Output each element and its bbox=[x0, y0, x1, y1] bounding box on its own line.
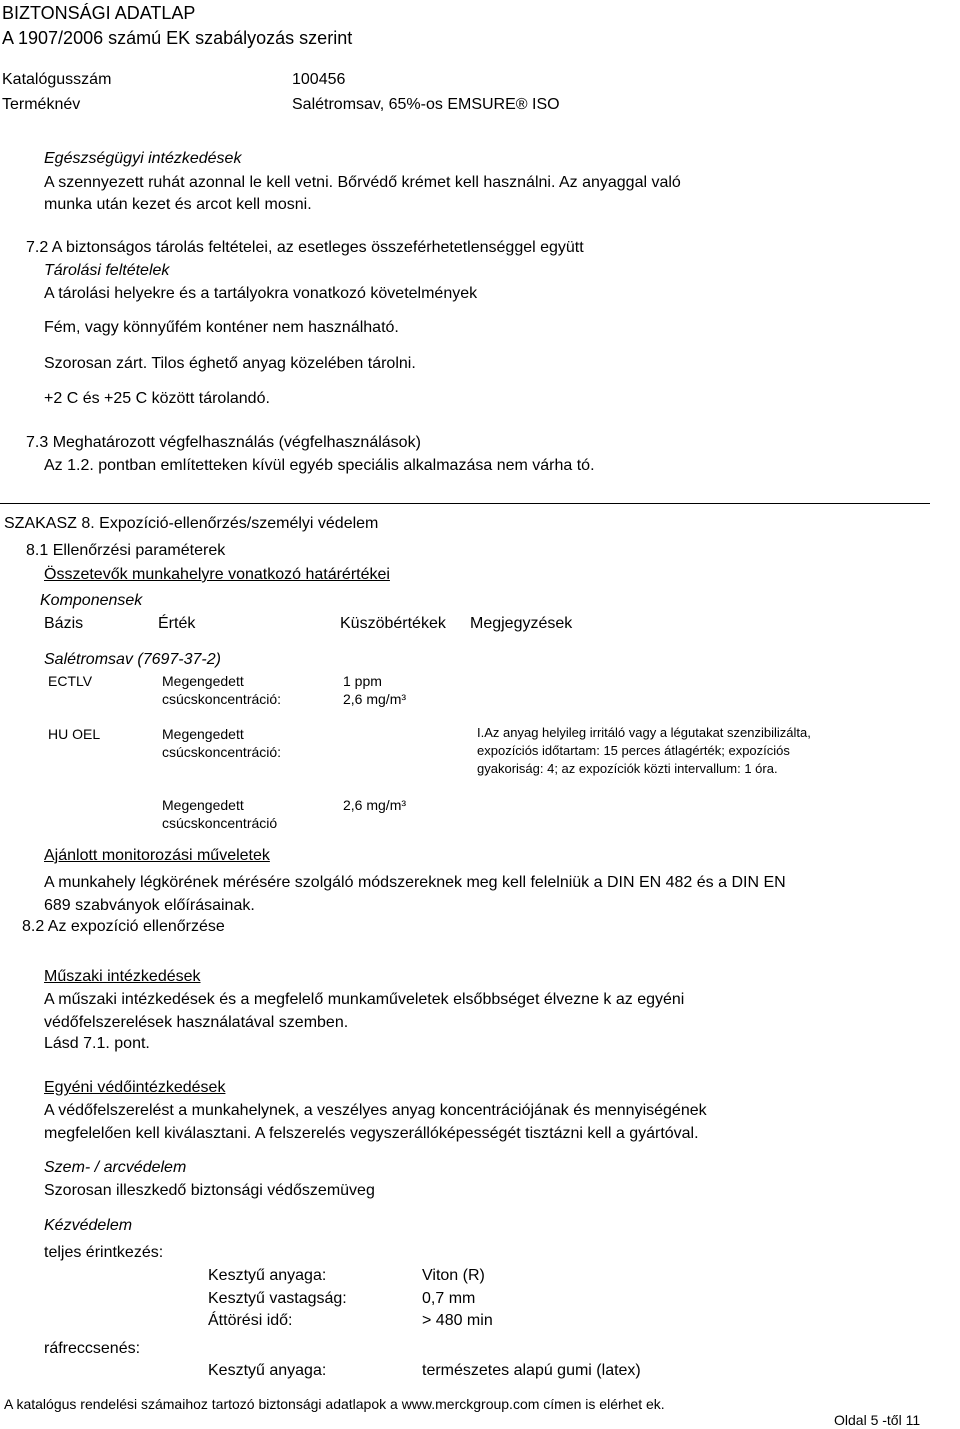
section-7-3-text: Az 1.2. pontban említetteken kívül egyéb speciális alkalmazása nem várha tó. bbox=[44, 457, 595, 474]
splash-label: ráfreccsenés: bbox=[44, 1340, 141, 1357]
section-8-title: SZAKASZ 8. Expozíció-ellenőrzés/személyi védelem bbox=[4, 515, 379, 532]
monitoring-line2: 689 szabványok előírásainak. bbox=[44, 897, 255, 914]
row-1-value-line2: csúcskoncentráció: bbox=[162, 691, 282, 707]
row-2-value-line2: csúcskoncentráció: bbox=[162, 744, 282, 760]
technical-measures-line2: védőfelszerelések használatával szemben. bbox=[44, 1014, 349, 1031]
row-2-basis: HU OEL bbox=[48, 726, 101, 742]
section-8-1-title: 8.1 Ellenőrzési paraméterek bbox=[26, 542, 226, 559]
storage-line-2: Szorosan zárt. Tilos éghető anyag közelében tárolni. bbox=[44, 355, 416, 372]
components-label: Komponensek bbox=[40, 592, 143, 609]
hygiene-text-line2: munka után kezet és arcot kell mosni. bbox=[44, 196, 312, 213]
full-contact-label: teljes érintkezés: bbox=[44, 1244, 164, 1261]
substance-name: Salétromsav (7697-37-2) bbox=[44, 651, 221, 668]
storage-line-1: Fém, vagy könnyűfém konténer nem használható. bbox=[44, 319, 399, 336]
row-1-value-line1: Megengedett bbox=[162, 673, 244, 689]
section-7-2-title: 7.2 A biztonságos tárolás feltételei, az esetleges összeférhetetlenséggel együtt bbox=[26, 239, 584, 256]
technical-measures-title: Műszaki intézkedések bbox=[44, 968, 201, 985]
technical-measures-line1: A műszaki intézkedések és a megfelelő munkaműveletek elsőbbséget élvezne k az egyéni bbox=[44, 991, 685, 1008]
column-header-threshold: Küszöbértékek bbox=[340, 615, 446, 632]
breakthrough-time-label: Áttörési idő: bbox=[208, 1312, 293, 1329]
product-label: Terméknév bbox=[2, 96, 81, 113]
storage-line-3: +2 C és +25 C között tárolandó. bbox=[44, 390, 270, 407]
exposure-limits-title: Összetevők munkahelyre vonatkozó határértékei bbox=[44, 566, 390, 583]
glove-material-label: Kesztyű anyaga: bbox=[208, 1267, 327, 1284]
row-2-note-line3: gyakoriság: 4; az expozíciók közti intervallum: 1 óra. bbox=[477, 761, 778, 776]
hygiene-text-line1: A szennyezett ruhát azonnal le kell vetni. Bőrvédő krémet kell használni. Az anyaggal való bbox=[44, 174, 681, 191]
storage-conditions-label: Tárolási feltételek bbox=[44, 262, 170, 279]
glove-thickness-value: 0,7 mm bbox=[422, 1290, 476, 1307]
catalog-label: Katalógusszám bbox=[2, 71, 112, 88]
row-3-value-line1: Megengedett bbox=[162, 797, 244, 813]
catalog-value: 100456 bbox=[292, 71, 346, 88]
glove-material-value: Viton (R) bbox=[422, 1267, 485, 1284]
eye-protection-text: Szorosan illeszkedő biztonsági védőszemüveg bbox=[44, 1182, 375, 1199]
glove-thickness-label: Kesztyű vastagság: bbox=[208, 1290, 347, 1307]
row-2-note-line1: I.Az anyag helyileg irritáló vagy a légutakat szenzibilizálta, bbox=[477, 725, 811, 740]
column-header-value: Érték bbox=[158, 615, 196, 632]
hand-protection-title: Kézvédelem bbox=[44, 1217, 133, 1234]
product-value: Salétromsav, 65%-os EMSURE® ISO bbox=[292, 96, 560, 113]
glove-material-value-2: természetes alapú gumi (latex) bbox=[422, 1362, 641, 1379]
ppe-line1: A védőfelszerelést a munkahelynek, a veszélyes anyag koncentrációjának és mennyiségének bbox=[44, 1102, 707, 1119]
column-header-basis: Bázis bbox=[44, 615, 84, 632]
regulation-line: A 1907/2006 számú EK szabályozás szerint bbox=[2, 28, 353, 48]
technical-measures-line3: Lásd 7.1. pont. bbox=[44, 1035, 150, 1052]
eye-protection-title: Szem- / arcvédelem bbox=[44, 1159, 187, 1176]
section-7-3-title: 7.3 Meghatározott végfelhasználás (végfelhasználások) bbox=[26, 434, 421, 451]
hygiene-title: Egészségügyi intézkedések bbox=[44, 150, 242, 167]
row-2-value-line1: Megengedett bbox=[162, 726, 244, 742]
row-1-basis: ECTLV bbox=[48, 673, 93, 689]
ppe-title: Egyéni védőintézkedések bbox=[44, 1079, 226, 1096]
breakthrough-time-value: > 480 min bbox=[422, 1312, 493, 1329]
section-8-2-title: 8.2 Az expozíció ellenőrzése bbox=[22, 918, 225, 935]
page-number: Oldal 5 -től 11 bbox=[834, 1412, 921, 1428]
storage-requirements-label: A tárolási helyekre és a tartályokra vonatkozó követelmények bbox=[44, 285, 478, 302]
monitoring-title: Ajánlott monitorozási műveletek bbox=[44, 847, 270, 864]
footer-note: A katalógus rendelési számaihoz tartozó biztonsági adatlapok a www.merckgroup.com címen is elérhet ek. bbox=[4, 1396, 665, 1412]
glove-material-label-2: Kesztyű anyaga: bbox=[208, 1362, 327, 1379]
section-divider bbox=[0, 503, 930, 504]
document-title: BIZTONSÁGI ADATLAP bbox=[2, 3, 196, 23]
row-1-threshold-line2: 2,6 mg/m³ bbox=[343, 691, 407, 707]
row-3-threshold-line1: 2,6 mg/m³ bbox=[343, 797, 407, 813]
row-2-note-line2: expozíciós időtartam: 15 perces átlagérték; expozíciós bbox=[477, 743, 790, 758]
row-1-threshold-line1: 1 ppm bbox=[343, 673, 382, 689]
ppe-line2: megfelelően kell kiválasztani. A felszerelés vegyszerállóképességét tisztázni kell a gyártóval. bbox=[44, 1125, 699, 1142]
row-3-value-line2: csúcskoncentráció bbox=[162, 815, 278, 831]
column-header-notes: Megjegyzések bbox=[470, 615, 573, 632]
monitoring-line1: A munkahely légkörének mérésére szolgáló módszereknek meg kell felelniük a DIN EN 482 és a DIN EN bbox=[44, 874, 786, 891]
